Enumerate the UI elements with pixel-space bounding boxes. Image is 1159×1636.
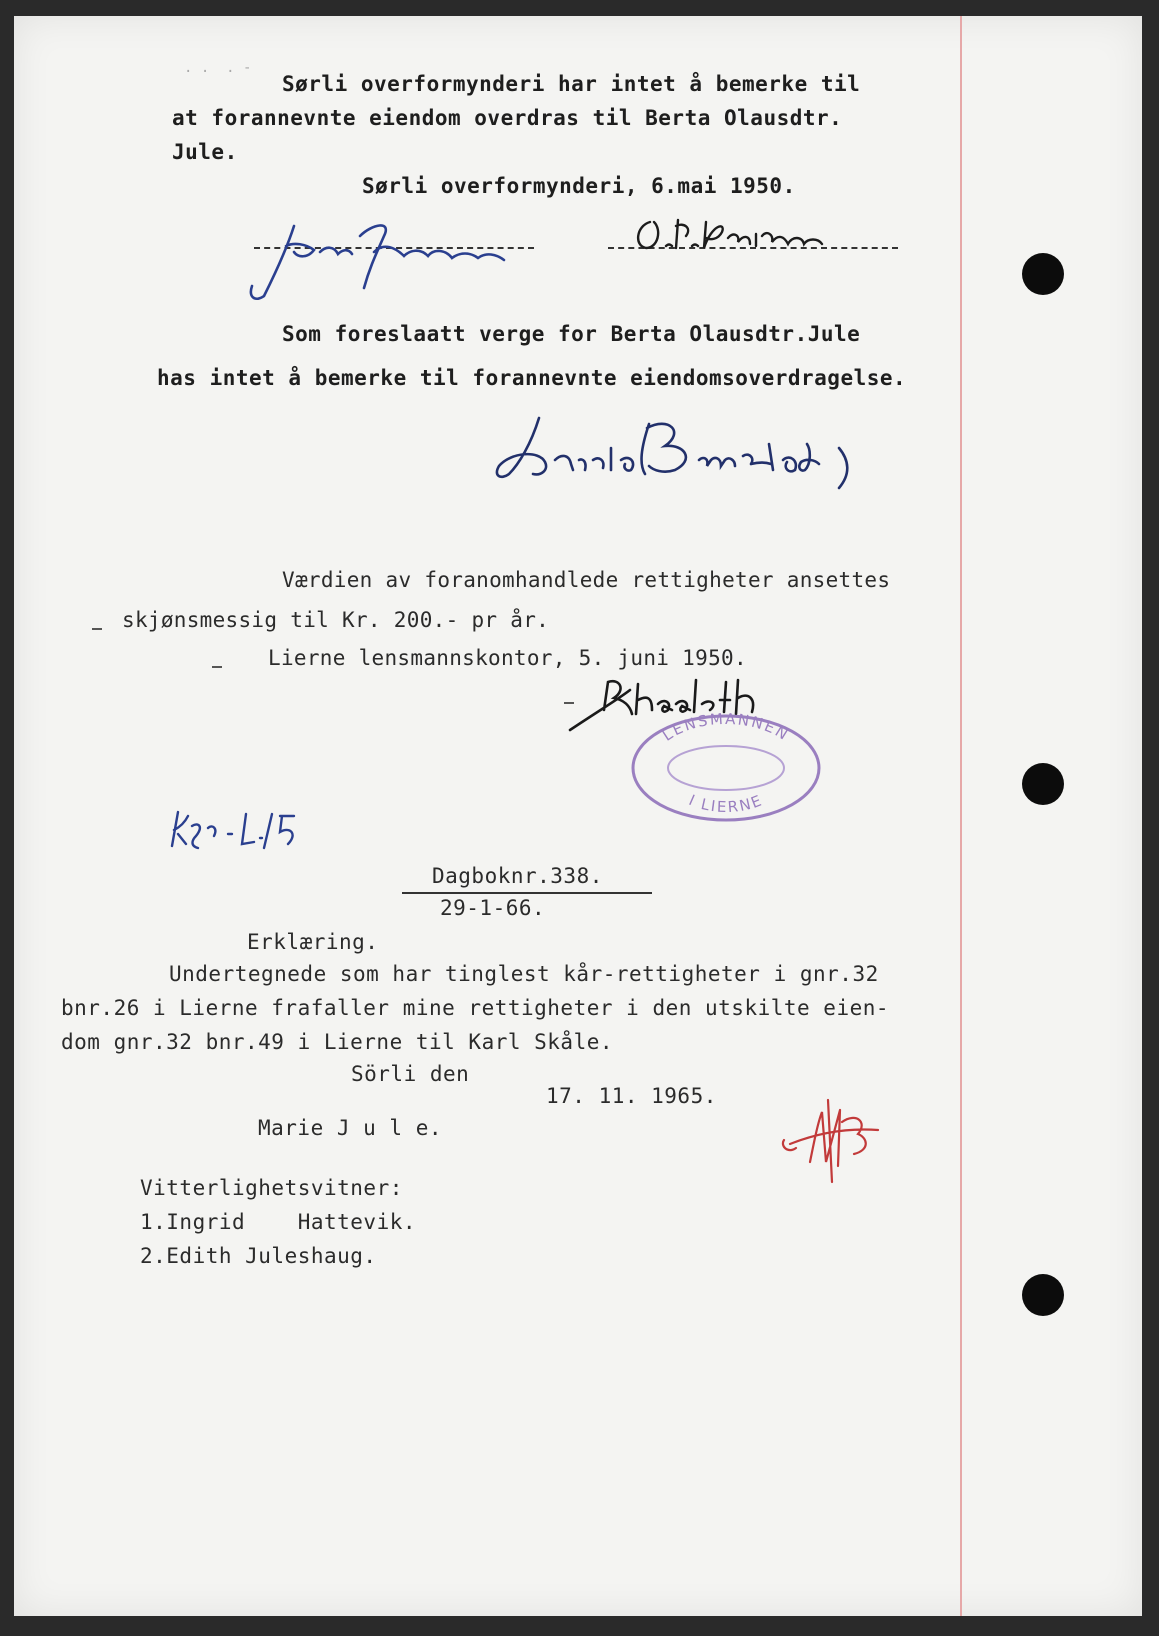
red-initials-mark [770, 1082, 890, 1192]
block3-line3: Lierne lensmannskontor, 5. juni 1950. [268, 646, 747, 670]
stamp-bottom-text: I LIERNE [686, 790, 766, 817]
lensmannen-stamp [626, 706, 826, 826]
declaration-line3: dom gnr.32 bnr.49 i Lierne til Karl Skåle. [61, 1030, 614, 1054]
svg-text:I LIERNE [686, 791, 766, 816]
block1-place-date: Sørli overformynderi, 6.mai 1950. [362, 174, 796, 198]
witness-1: 1.Ingrid Hattevik. [140, 1210, 417, 1234]
block3-line2: skjønsmessig til Kr. 200.- pr år. [122, 608, 550, 632]
witness-2: 2.Edith Juleshaug. [140, 1244, 377, 1268]
journal-number: Dagboknr.338. [432, 864, 603, 888]
signature-block2 [489, 404, 889, 514]
signature-left [234, 206, 534, 316]
journal-underline [402, 892, 652, 894]
declaration-heading: Erklæring. [247, 930, 379, 954]
declarant-name: Marie J u l e. [258, 1116, 443, 1140]
stamp-top-text: LENSMANNEN [659, 709, 793, 745]
svg-text:LENSMANNEN [659, 710, 793, 745]
declaration-place: Sörli den [351, 1062, 470, 1086]
declaration-line1: Undertegnede som har tinglest kår-rettigheter i gnr.32 [169, 962, 879, 986]
document-page [14, 16, 1142, 1616]
block3-line1: Værdien av foranomhandlede rettigheter ansettes [282, 568, 891, 592]
margin-dash-2 [212, 666, 222, 668]
signature-right [632, 212, 872, 262]
margin-note [164, 806, 314, 856]
margin-rule [960, 16, 962, 1616]
punch-hole-bottom [1022, 1274, 1064, 1316]
declaration-date: 17. 11. 1965. [546, 1084, 717, 1108]
block1-line2: at forannevnte eiendom overdras til Berta Olausdtr. [172, 106, 843, 130]
declaration-line2: bnr.26 i Lierne frafaller mine rettigheter i den utskilte eien- [61, 996, 890, 1020]
witnesses-label: Vitterlighetsvitner: [140, 1176, 403, 1200]
block2-line2: has intet å bemerke til forannevnte eiendomsoverdragelse. [157, 366, 907, 390]
header-mark: . . . - [184, 60, 252, 76]
punch-hole-middle [1022, 763, 1064, 805]
block2-line1: Som foreslaatt verge for Berta Olausdtr.Jule [282, 322, 861, 346]
block1-line3: Jule. [172, 140, 238, 164]
punch-hole-top [1022, 253, 1064, 295]
journal-date: 29-1-66. [440, 896, 546, 920]
block1-line1: Sørli overformynderi har intet å bemerke til [282, 72, 861, 96]
margin-dash-1 [92, 628, 102, 630]
